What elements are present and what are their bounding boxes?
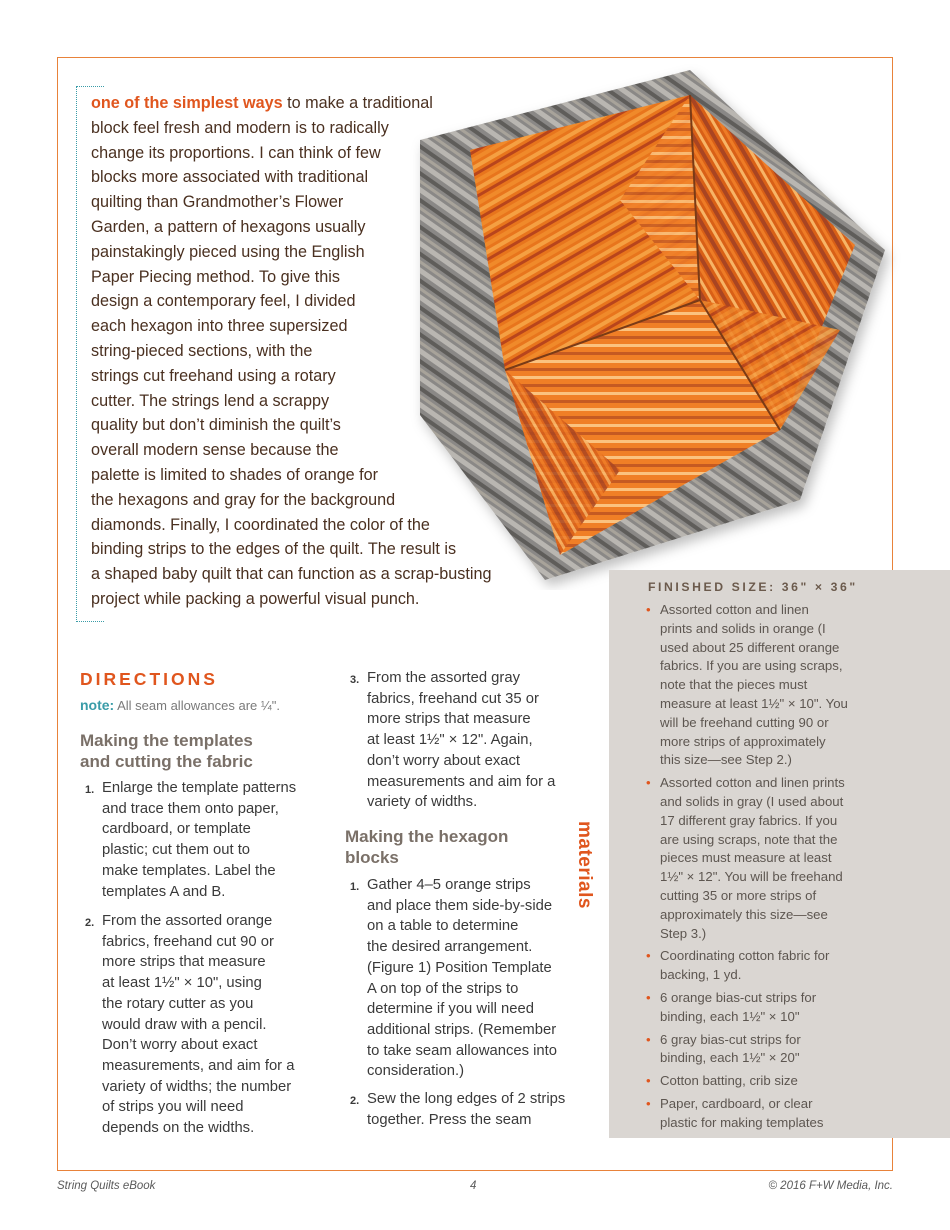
materials-list	[646, 601, 896, 1137]
materials-item	[646, 601, 896, 770]
intro-line: Paper Piecing method. To give this	[91, 267, 340, 286]
step-line: on a table to determine	[367, 918, 519, 935]
step-number: 3.	[350, 674, 360, 686]
step-line: cardboard, or template	[102, 821, 251, 838]
section-heading-templates	[80, 730, 253, 772]
materials-item-line: backing, 1 yd.	[660, 967, 742, 983]
step-line: measurements, and aim for a	[102, 1057, 295, 1074]
step-number: 2.	[85, 917, 95, 929]
step-number: 1.	[85, 784, 95, 796]
materials-item-line: Assorted cotton and linen prints	[660, 775, 845, 791]
step-line: to take seam allowances into	[367, 1042, 557, 1059]
intro-line: change its proportions. I can think of few	[91, 143, 381, 162]
materials-item-line: prints and solids in orange (I	[660, 620, 826, 636]
step-line: fabrics, freehand cut 35 or	[367, 690, 539, 707]
materials-item-line: note that the pieces must	[660, 677, 808, 693]
section-heading-hexagon	[345, 826, 508, 868]
bullet-icon: •	[646, 989, 651, 1005]
materials-item-line: measure at least 1½" × 10". You	[660, 695, 848, 711]
section-heading-line: Making the templates	[80, 731, 253, 750]
materials-item-line: pieces must measure at least	[660, 850, 832, 866]
materials-item	[646, 774, 896, 943]
step-line: (Figure 1) Position Template	[367, 959, 552, 976]
materials-item-line: 6 orange bias-cut strips for	[660, 989, 817, 1005]
materials-item	[646, 989, 896, 1027]
step-line: together. Press the seam	[367, 1111, 532, 1128]
bullet-icon: •	[646, 602, 651, 617]
step-line: From the assorted gray	[367, 670, 520, 686]
step-line: variety of widths; the number	[102, 1078, 292, 1095]
step-line: determine if you will need	[367, 1001, 534, 1018]
directions-heading: DIRECTIONS	[80, 669, 218, 689]
materials-item	[646, 1031, 896, 1069]
step-line: depends on the widths.	[102, 1120, 255, 1137]
section-heading-line: blocks	[345, 848, 399, 867]
bullet-icon: •	[646, 948, 651, 964]
bullet-icon: •	[646, 1095, 651, 1111]
intro-line: cutter. The strings lend a scrappy	[91, 391, 330, 410]
intro-line: quilting than Grandmother’s Flower	[91, 193, 344, 212]
intro-line: each hexagon into three supersized	[91, 317, 348, 336]
intro-line: painstakingly pieced using the English	[91, 242, 365, 261]
section-heading-line: and cutting the fabric	[80, 752, 253, 771]
bullet-icon: •	[646, 1073, 651, 1089]
intro-line: Garden, a pattern of hexagons usually	[91, 217, 366, 236]
materials-item	[646, 1072, 896, 1091]
materials-item	[646, 1095, 896, 1133]
intro-line: string-pieced sections, with the	[91, 341, 313, 360]
step-line: Sew the long edges of 2 strips	[367, 1091, 566, 1107]
direction-step	[85, 911, 295, 1139]
materials-item-line: cutting 35 or more strips of	[660, 887, 817, 903]
step-line: at least 1½" × 12". Again,	[367, 732, 533, 749]
intro-line: the hexagons and gray for the background	[91, 490, 396, 509]
materials-item-line: Assorted cotton and linen	[660, 602, 809, 617]
intro-line: binding strips to the edges of the quilt. The result is	[91, 540, 457, 559]
materials-item-line: fabrics. If you are using scraps,	[660, 658, 843, 674]
step-line: fabrics, freehand cut 90 or	[102, 933, 274, 950]
materials-item-line: and solids in gray (I used about	[660, 793, 844, 809]
footer-right: © 2016 F+W Media, Inc.	[768, 1180, 893, 1192]
step-number: 2.	[350, 1095, 360, 1107]
materials-item-line: Cotton batting, crib size	[660, 1073, 798, 1089]
direction-step	[350, 1089, 566, 1130]
step-line: and place them side-by-side	[367, 897, 553, 914]
step-line: variety of widths.	[367, 794, 478, 811]
step-line: consideration.)	[367, 1063, 465, 1080]
materials-item-line: Coordinating cotton fabric for	[660, 948, 830, 964]
materials-item-line: more strips of approximately	[660, 733, 826, 749]
note-label: note:	[80, 697, 115, 713]
step-line: Don’t worry about exact	[102, 1037, 258, 1054]
step-number: 1.	[350, 881, 360, 893]
materials-item-line: will be freehand cutting 90 or	[660, 714, 829, 730]
materials-item	[646, 947, 896, 985]
direction-step	[350, 875, 557, 1082]
materials-item-line: Paper, cardboard, or clear	[660, 1095, 813, 1111]
step-line: templates A and B.	[102, 883, 226, 900]
step-line: of strips you will need	[102, 1099, 244, 1116]
materials-item-line: binding, each 1½" × 10"	[660, 1008, 800, 1024]
step-line: would draw with a pencil.	[102, 1016, 267, 1033]
step-line: Gather 4–5 orange strips	[367, 877, 531, 893]
intro-lead: one of the simplest ways	[91, 94, 283, 112]
materials-item-line: 1½" × 12". You will be freehand	[660, 869, 843, 885]
intro-line: palette is limited to shades of orange for	[91, 465, 379, 484]
intro-line: blocks more associated with traditional	[91, 168, 369, 187]
finished-size: FINISHED SIZE: 36" × 36"	[648, 580, 858, 594]
section-heading-line: Making the hexagon	[345, 827, 509, 846]
step-line: more strips that measure	[367, 711, 531, 728]
intro-line: project while packing a powerful visual punch.	[91, 589, 420, 608]
direction-step	[85, 778, 297, 902]
step-line: and trace them onto paper,	[102, 800, 279, 817]
materials-item-line: this size—see Step 2.)	[660, 752, 792, 768]
footer-page-number: 4	[470, 1180, 477, 1192]
intro-line: diamonds. Finally, I coordinated the color of the	[91, 515, 430, 534]
footer-left: String Quilts eBook	[57, 1180, 156, 1192]
intro-line: strings cut freehand using a rotary	[91, 366, 336, 385]
step-line: at least 1½" × 10", using	[102, 975, 262, 992]
intro-line-text: to make a traditional	[282, 94, 433, 112]
intro-line: block feel fresh and modern is to radically	[91, 118, 389, 137]
materials-label: materials	[574, 821, 595, 909]
bullet-icon: •	[646, 775, 651, 791]
step-line: more strips that measure	[102, 954, 266, 971]
materials-item-line: plastic for making templates	[660, 1114, 824, 1130]
direction-step	[350, 668, 556, 813]
materials-item-line: 6 gray bias-cut strips for	[660, 1031, 801, 1047]
note-text: All seam allowances are ¼".	[114, 698, 280, 713]
intro-line: a shaped baby quilt that can function as a scrap-busting	[91, 565, 492, 584]
intro-paragraph	[91, 91, 551, 612]
step-line: the desired arrangement.	[367, 939, 533, 956]
materials-item-line: 17 different gray fabrics. If you	[660, 812, 838, 828]
seam-note	[80, 697, 280, 713]
step-line: the rotary cutter as you	[102, 995, 254, 1012]
step-line: measurements and aim for a	[367, 773, 556, 790]
step-line: additional strips. (Remember	[367, 1021, 557, 1038]
intro-line: quality but don’t diminish the quilt’s	[91, 416, 341, 435]
step-line: Enlarge the template patterns	[102, 780, 297, 796]
materials-item-line: are using scraps, note that the	[660, 831, 838, 847]
materials-item-line: approximately this size—see	[660, 906, 828, 922]
step-line: plastic; cut them out to	[102, 842, 251, 859]
intro-line	[91, 91, 551, 116]
step-line: make templates. Label the	[102, 862, 276, 879]
materials-item-line: Step 3.)	[660, 925, 707, 941]
materials-item-line: used about 25 different orange	[660, 639, 840, 655]
step-line: A on top of the strips to	[367, 980, 519, 997]
intro-line: design a contemporary feel, I divided	[91, 292, 356, 311]
step-line: From the assorted orange	[102, 913, 273, 929]
step-line: don’t worry about exact	[367, 752, 520, 769]
materials-item-line: binding, each 1½" × 20"	[660, 1050, 800, 1066]
intro-line: overall modern sense because the	[91, 441, 339, 460]
bullet-icon: •	[646, 1031, 651, 1047]
